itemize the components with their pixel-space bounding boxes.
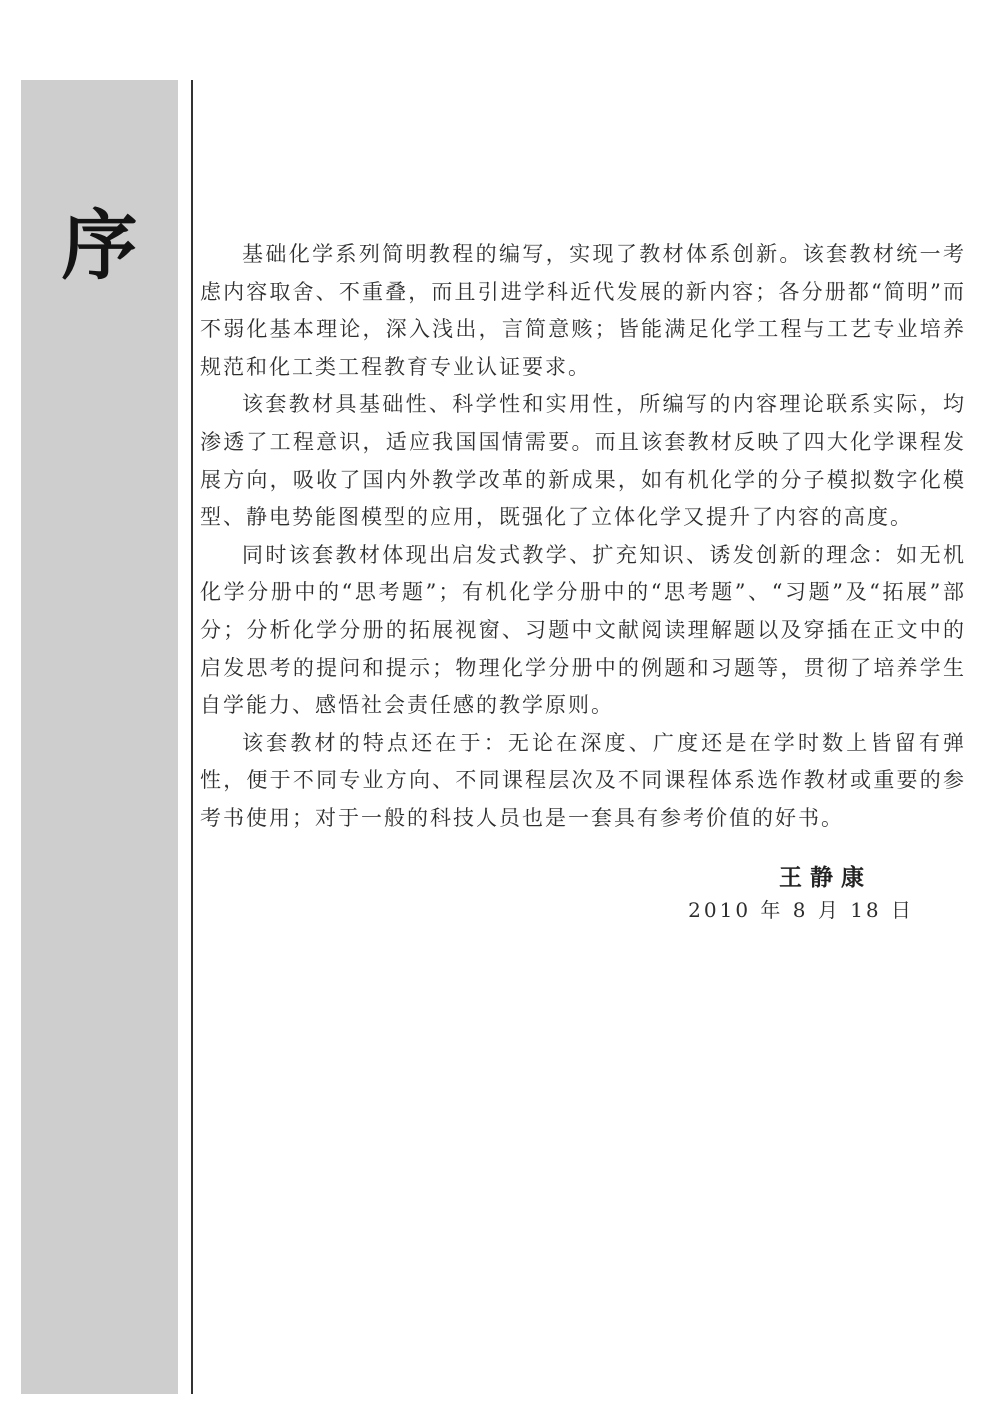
preface-paragraph: 该套教材的特点还在于：无论在深度、广度还是在学时数上皆留有弹性，便于不同专业方向、不同课程层次及不同课程体系选作教材或重要的参考书使用；对于一般的科技人员也是一套具有参考价值的好书。 — [200, 730, 966, 830]
signature-date: 2010 年 8 月 18 日 — [688, 897, 914, 922]
preface-paragraph: 该套教材具基础性、科学性和实用性，所编写的内容理论联系实际，均渗透了工程意识，适应我国国情需要。而且该套教材反映了四大化学课程发展方向，吸收了国内外教学改革的新成果，如有机化学的分子模拟数字化模型、静电势能图模型的应用，既强化了立体化学又提升了内容的高度。 — [200, 392, 966, 530]
signature-name: 王静康 — [779, 863, 872, 891]
preface-paragraph: 基础化学系列简明教程的编写，实现了教材体系创新。该套教材统一考虑内容取舍、不重叠，而且引进学科近代发展的新内容；各分册都“简明”而不弱化基本理论，深入浅出，言简意赅；皆能满足化学工程与工艺专业培养规范和化工类工程教育专业认证要求。 — [200, 242, 966, 379]
vertical-divider-rule — [191, 80, 193, 1394]
preface-sidebar-band — [21, 80, 178, 1394]
preface-body — [200, 236, 966, 926]
preface-title: 序 — [61, 201, 138, 290]
preface-paragraph: 同时该套教材体现出启发式教学、扩充知识、诱发创新的理念：如无机化学分册中的“思考题”；有机化学分册中的“思考题”、“习题”及“拓展”部分；分析化学分册的拓展视窗、习题中文献阅读理解题以及穿插在正文中的启发思考的提问和提示；物理化学分册中的例题和习题等，贯彻了培养学生自学能力、感悟社会责任感的教学原则。 — [200, 542, 966, 718]
signature-block — [200, 862, 966, 926]
